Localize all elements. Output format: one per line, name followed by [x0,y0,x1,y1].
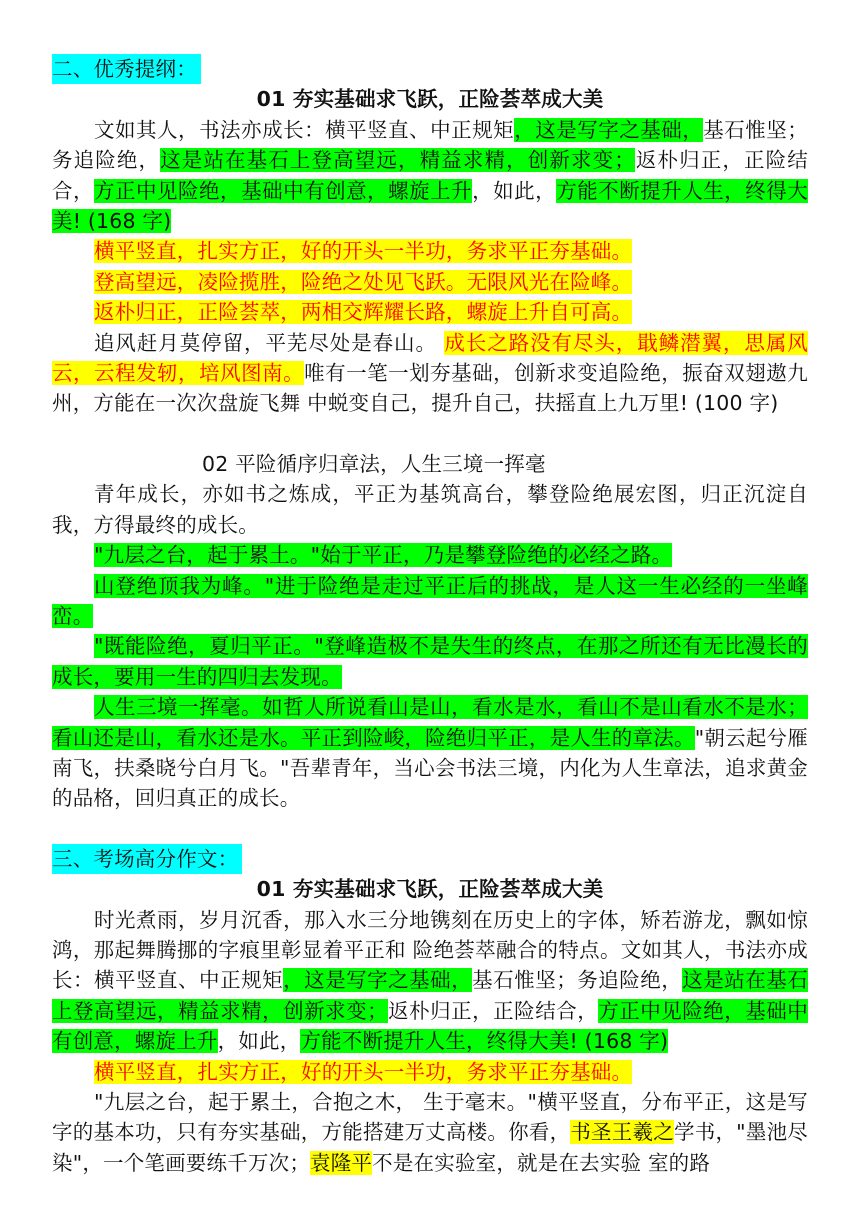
text-run: 基石惟坚；务追险绝， [52,117,809,173]
text-run: "朝云起兮雁南飞，扶桑晓兮白月飞。"吾辈青年，当心会书法三境，内化为人生章法，追求黄金的品格，回归真正的成长。 [52,725,808,811]
section-heading-outline [52,54,808,84]
green-highlight: 这是站在基石上登高望远，精益求精，创新求变； [160,148,635,173]
text-run: 基石惟坚；务追险绝， [472,968,683,993]
text-run: 不是在实验室，就是在去实验 室的路 [372,1150,711,1175]
green-highlight: 方能不断提升人生，终得大美! (168 字) [300,1029,669,1054]
exam-paragraph-1 [52,905,808,1057]
green-highlight: "既能险绝，夏归平正。"登峰造极不是失生的终点，在那之所还有无比漫长的成长，要用一生的四归去发现。 [52,634,808,689]
yellow-highlight: 书圣王羲之 [570,1120,674,1145]
yellow-highlight: 袁隆平 [310,1150,373,1175]
text-run: 时光煮雨，岁月沉香，那入水三分地镌刻在历史上的字体，矫若游龙，飘如惊鸿，那起舞腾挪的字痕里彰显着平正和 险绝荟萃融合的特点。文如其人，书法亦成长：横平竖直、中正规矩 [52,907,808,993]
exam-paragraph-2 [52,1087,808,1178]
green-highlight: 方正中见险绝，基础中有创意，螺旋上升 [52,998,809,1054]
red-highlight: 成长之路没有尽头，戢鳞潜翼，思属风云，云程发轫，培风图南。 [52,330,808,386]
text-run: ，如此， [472,178,557,203]
essay2-paragraph-2 [52,692,808,814]
text-run: 唯有一笔一划夯基础，创新求变追险绝，振奋双翅遨九州，方能在一次次盘旋飞舞 中蜕变自己，提升自己，扶摇直上九万里! (100 字) [52,361,808,416]
blank-line [52,419,808,449]
green-highlight: ，这是写字之基础， [514,117,704,142]
essay1-red-line-3 [52,297,808,327]
essay2-paragraph-1: 青年成长，亦如书之炼成，平正为基筑高台，攀登险绝展宏图，归正沉淀自我，方得最终的成长。 [52,482,808,537]
green-highlight: "九层之台，起于累土。"始于平正，乃是攀登险绝的必经之路。 [94,543,673,568]
text-run: 文如其人，书法亦成长：横平竖直、中正规矩 [94,117,515,142]
green-highlight: 方正中见险绝，基础中有创意，螺旋上升 [94,178,473,203]
essay2-green-line-2 [52,571,808,632]
section-heading-label: 三、考场高分作文： [52,844,242,874]
green-highlight: 这是站在基石上登高望远，精益求精，创新求变； [52,968,809,1023]
blank-line [52,814,808,844]
essay2-green-line-3 [52,631,808,692]
essay1-red-line-2 [52,267,808,297]
green-highlight: 方能不断提升人生，终得大美! (168 字) [52,178,808,234]
red-highlight: 横平竖直，扎实方正，好的开头一半功，务求平正夯基础。 [94,1059,633,1084]
section-heading-label: 二、优秀提纲： [52,54,201,84]
red-highlight: 登高望远，凌险揽胜，险绝之处见飞跃。无限风光在险峰。 [94,269,633,294]
green-highlight: ，这是写字之基础， [283,968,473,993]
text-run: 返朴归正，正险结合， [387,998,599,1023]
green-highlight: 人生三境一挥毫。如哲人所说看山是山，看水是水，看山不是山看水不是水；看山还是山，看水还是水。平正到险峻，险绝归平正，是人生的章法。 [52,695,808,750]
red-highlight: 横平竖直，扎实方正，好的开头一半功，务求平正夯基础。 [94,239,633,264]
green-highlight: 山登绝顶我为峰。"进于险绝是走过平正后的挑战，是人这一生必经的一坐峰峦。 [52,573,808,628]
text-run: "九层之台，起于累土，合抱之木， 生于毫末。"横平竖直，分布平正，这是写字的基本功，只有夯实基础，方能搭建万丈高楼。你看， [52,1090,808,1145]
text-run: 追风赶月莫停留，平芜尽处是春山。 [94,330,445,355]
section-heading-exam [52,844,808,874]
essay2-title: 02 平险循序归章法，人生三境一挥毫 [202,451,546,476]
essay1-title: 01 夯实基础求飞跃，正险荟萃成大美 [256,87,604,112]
essay2-green-line-1 [52,540,808,570]
text-run: 学书，"墨池尽染"，一个笔画要练千万次； [52,1120,809,1175]
exam-essay-title: 01 夯实基础求飞跃，正险荟萃成大美 [256,877,604,902]
text-run: ，如此， [217,1029,301,1054]
essay1-paragraph-2 [52,328,808,419]
red-highlight: 返朴归正，正险荟萃，两相交辉耀长路，螺旋上升自可高。 [94,300,633,325]
exam-red-line-1 [52,1057,808,1087]
essay1-paragraph-1 [52,115,808,237]
essay1-red-line-1 [52,236,808,266]
text-run: 返朴归正，正险结合， [52,148,809,203]
